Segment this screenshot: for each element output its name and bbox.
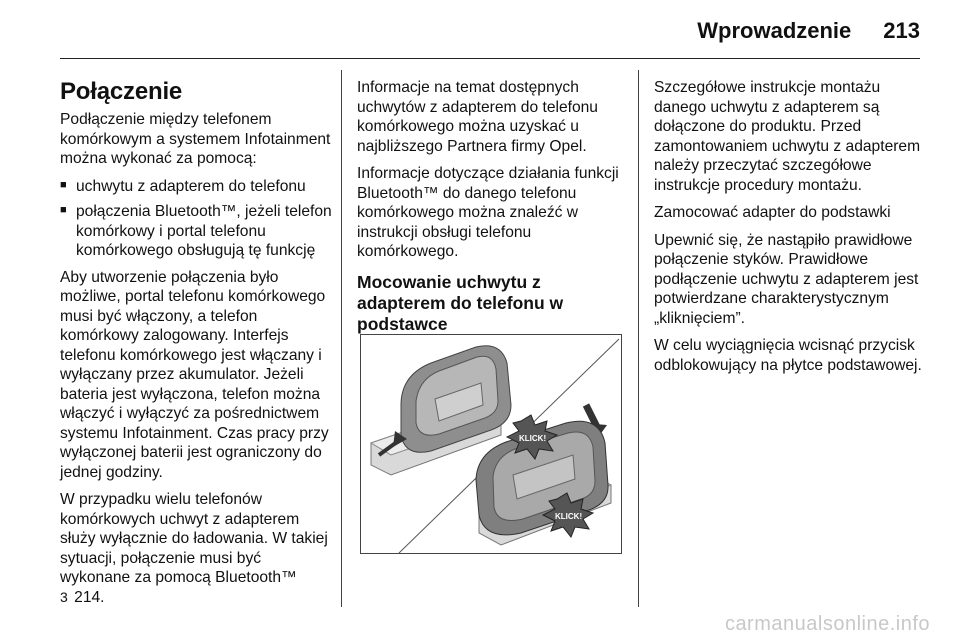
page-reference[interactable]: 214. [74,588,105,606]
paragraph: Podłączenie między telefonem komórkowym a systemem Infotainment można wykonać za pomocą: [60,111,331,167]
list-item: ■ połączenia Bluetooth™, jeżeli telefon komórkowy i portal telefonu komórkowego obsługują tę funkcję [60,202,332,261]
paragraph: Szczegółowe instrukcje montażu danego uchwytu z adapterem są dołączone do produktu. Przed zamontowaniem uchwytu z adapterem należy przeczytać szczegółowe instrukcje procedury montażu. [654,79,921,194]
column-3 [654,78,929,383]
bullet-list [60,177,332,261]
paragraph-text: W przypadku wielu telefonów komórkowych uchwyt z adapterem służy wyłącznie do ładowania. W takiej sytuacji, połączenie musi być wykonane za pomocą Bluetooth™ [60,491,328,586]
paragraph: Upewnić się, że nastąpiło prawidłowe połączenie styków. Prawidłowe podłączenie uchwytu z adapterem jest potwierdzane charakterystycznym „kliknięciem”. [654,231,919,327]
column-2 [357,78,627,355]
paragraph: Informacje dotyczące działania funkcji Bluetooth™ do danego telefonu komórkowego można znaleźć w instrukcji obsługi telefonu komórkowego. [357,165,619,260]
page-reference-icon[interactable]: 3 [60,588,68,605]
paragraph [60,490,332,607]
adapter-mounting-figure [360,334,622,554]
header-rule [60,58,920,59]
column-divider [638,70,639,607]
column-divider [341,70,342,607]
subsection-heading: Mocowanie uchwytu z adapterem do telefonu w podstawce [357,271,564,334]
paragraph: Aby utworzenie połączenia było możliwe, portal telefonu komórkowego musi być włączony, a telefon komórkowy zalogowany. Interfejs telefonu komórkowego jest włączany i wyłączany przez akumulator. Jeżeli bateria jest wyłączona, telefon można włączyć i wyłączyć za pośrednictwem systemu Infotainment. Czas pracy przy wyłączonej baterii jest ograniczony do jednej godziny. [60,268,329,481]
page-header [697,18,920,44]
list-item: ■ uchwytu z adapterem do telefonu [60,177,332,197]
page-number: 213 [883,18,920,43]
paragraph: W celu wyciągnięcia wcisnąć przycisk odblokowujący na płytce podstawowej. [654,337,922,374]
paragraph: Zamocować adapter do podstawki [654,204,891,221]
adapter-illustration [361,335,622,554]
section-heading: Połączenie [60,78,183,105]
click-label-top: KLICK! [519,434,547,443]
click-label-bottom: KLICK! [555,512,583,521]
section-title: Wprowadzenie [697,18,852,43]
paragraph: Informacje na temat dostępnych uchwytów z adapterem do telefonu komórkowego można uzyskać u najbliższego Partnera firmy Opel. [357,79,598,155]
watermark: carmanualsonline.info [724,613,930,635]
column-1 [60,78,332,615]
